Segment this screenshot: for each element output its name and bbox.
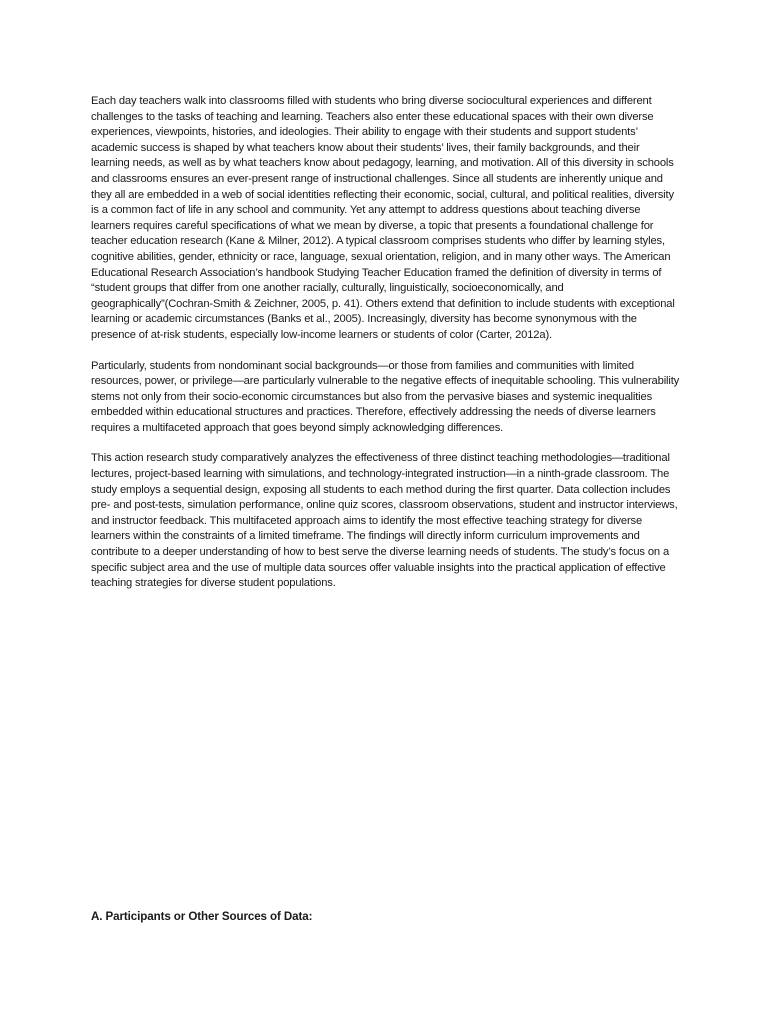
paragraph-nondominant-backgrounds: Particularly, students from nondominant social backgrounds—or those from families and communities with limited resources, power, or privilege—are particularly vulnerable to the negative effects of inequitable schooling. This vulnerability stems not only from their socio-economic circumstances but also from the pervasive biases and systemic inequalities embedded within educational structures and practices. Therefore, effectively addressing the needs of diverse learners requires a multifaceted approach that goes beyond simply acknowledging differences.	[91, 359, 680, 434]
paragraph-diversity-intro: Each day teachers walk into classrooms filled with students who bring diverse sociocultural experiences and different challenges to the tasks of teaching and learning. Teachers also enter these educational spaces with their own diverse experiences, viewpoints, histories, and ideologies. Their ability to engage with their students and support students’ academic success is shaped by what teachers know about their students’ lives, their family backgrounds, and their learning needs, as well as by what teachers know about pedagogy, learning, and motivation. All of this diversity in schools and classrooms ensures an ever-present range of instructional challenges. Since all students are inherently unique and they all are embedded in a web of social identities reflecting their economic, social, cultural, and political realities, diversity is a common fact of life in any school and community. Yet any attempt to address questions about teaching diverse learners requires careful specifications of what we mean by diverse, a topic that presents a foundational challenge for teacher education research (Kane & Milner, 2012). A typical classroom comprises students who differ by learning styles, cognitive abilities, gender, ethnicity or race, language, sexual orientation, religion, and in many other ways. The American Educational Research Association’s handbook Studying Teacher Education framed the definition of diversity in terms of “student groups that differ from one another racially, culturally, linguistically, socioeconomically, and geographically”(Cochran-Smith & Zeichner, 2005, p. 41). Others extend that definition to include students with exceptional learning or academic circumstances (Banks et al., 2005). Increasingly, diversity has become synonymous with the presence of at-risk students, especially low-income learners or students of color (Carter, 2012a).	[91, 95, 675, 341]
paragraph-action-research: This action research study comparatively analyzes the effectiveness of three distinct teaching methodologies—traditional lectures, project-based learning with simulations, and technology-integrated instruction—in a ninth-grade classroom. The study employs a sequential design, exposing all students to each method during the first quarter. Data collection includes pre- and post-tests, simulation performance, online quiz scores, classroom observations, student and instructor interviews, and instructor feedback. This multifaceted approach aims to identify the most effective teaching strategy for diverse learners within the constraints of a limited timeframe. The findings will directly inform curriculum improvements and contribute to a deeper understanding of how to best serve the diverse learning needs of students. The study’s focus on a specific subject area and the use of multiple data sources offer valuable insights into the practical application of effective teaching strategies for diverse student populations.	[91, 452, 678, 590]
document-body	[91, 94, 681, 607]
section-heading-participants: A. Participants or Other Sources of Data:	[91, 910, 313, 923]
